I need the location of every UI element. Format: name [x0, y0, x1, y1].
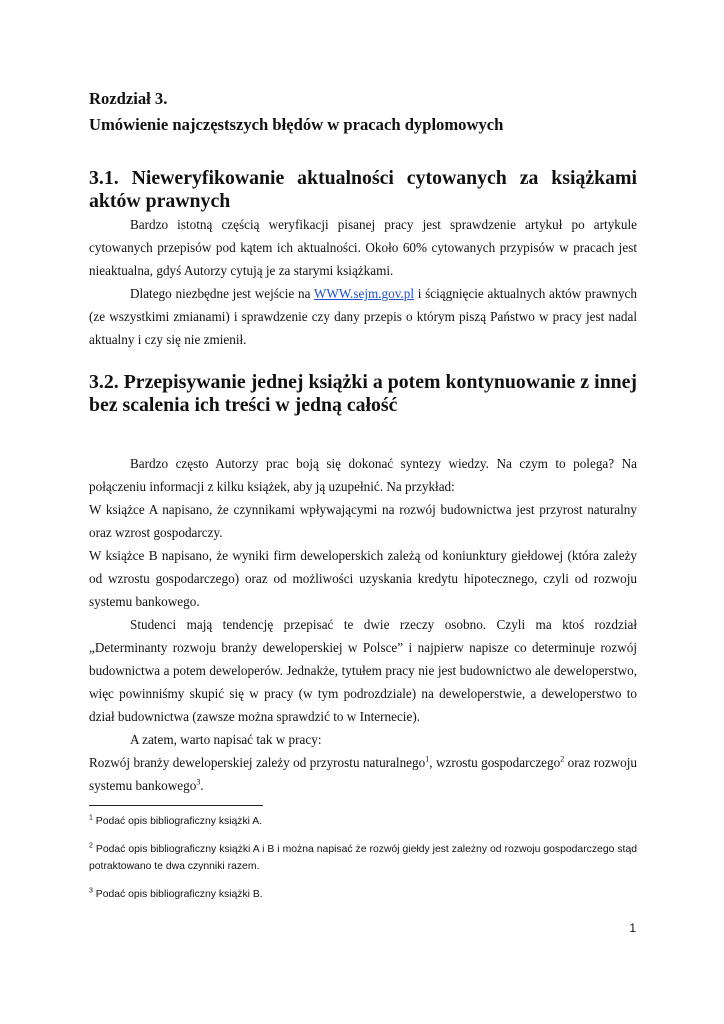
chapter-number: Rozdział 3.: [89, 89, 168, 108]
chapter-title: Umówienie najczęstszych błędów w pracach dyplomowych: [89, 115, 504, 134]
footnote-mark: 2: [89, 842, 93, 850]
paragraph: W książce B napisano, że wyniki firm deweloperskich zależą od koniunktury giełdowej (która zależy od wzrostu gospodarczego) oraz od możliwości uzyskania kredytu hipotecznego, czyli od rozwoju systemu bankowego.: [89, 548, 637, 609]
paragraph-with-footnotes: [89, 751, 637, 797]
footnote-ref[interactable]: 1: [425, 754, 430, 764]
footnote-ref[interactable]: 3: [196, 777, 201, 787]
sejm-link[interactable]: WWW.sejm.gov.pl: [313, 286, 415, 301]
footnote-text: Podać opis bibliograficzny książki B.: [92, 889, 263, 900]
footnote-separator: [89, 805, 263, 806]
paragraph-text: .: [200, 778, 204, 793]
paragraph-text: i ściągnięcie aktualnych aktów prawnych (ze wszystkimi zmianami) i sprawdzenie czy dany przepis o którym piszą Państwo w pracy jest nadal aktualny i czy się nie zmienił.: [89, 286, 638, 347]
paragraph: W książce A napisano, że czynnikami wpływającymi na rozwój budownictwa jest przyrost naturalny oraz wzrost gospodarczy.: [89, 502, 637, 540]
paragraph-link: [89, 282, 637, 351]
paragraph: A zatem, warto napisać tak w pracy:: [130, 732, 322, 747]
footnote: [89, 841, 637, 875]
footnote: [89, 886, 637, 903]
footnote: [89, 813, 637, 830]
footnotes: [89, 813, 637, 914]
section-heading-3-1: 3.1. Nieweryfikowanie aktualności cytowanych za książkami aktów prawnych: [89, 167, 637, 212]
footnote-text: Podać opis bibliograficzny książki A.: [92, 816, 263, 827]
paragraph: Studenci mają tendencję przepisać te dwie rzeczy osobno. Czyli ma ktoś rozdział „Determinanty rozwoju branży deweloperskiej w Polsce” i najpierw napisze co determinuje rozwój budownictwa a potem deweloperów. Jednakże, tytułem pracy nie jest budownictwo ale deweloperstwo, więc powinniśmy skupić się w pracy (w tym podrozdziale) na deweloperstwie, a deweloperstwo to dział budownictwa (zawsze można sprawdzić to w Internecie).: [89, 617, 637, 724]
section-heading-3-2: 3.2. Przepisywanie jednej książki a potem kontynuowanie z innej bez scalenia ich treści w jedną całość: [89, 371, 637, 416]
footnote-text: Podać opis bibliograficzny książki A i B i można napisać że rozwój giełdy jest zależny od rozwoju gospodarczego stąd potraktowano te dwa czynniki razem.: [89, 844, 637, 872]
paragraph-text: Rozwój branży deweloperskiej zależy od przyrostu naturalnego: [89, 755, 426, 770]
footnote-mark: 3: [89, 887, 93, 895]
paragraph-text: Dlatego niezbędne jest wejście na: [130, 286, 314, 301]
page-number: 1: [629, 921, 636, 935]
paragraph-text: oraz rozwoju systemu bankowego: [89, 755, 637, 793]
footnote-ref[interactable]: 2: [560, 754, 565, 764]
paragraph: Bardzo często Autorzy prac boją się dokonać syntezy wiedzy. Na czym to polega? Na połączeniu informacji z kilku książek, aby ją uzupełnić. Na przykład:: [89, 456, 637, 494]
paragraph: Bardzo istotną częścią weryfikacji pisanej pracy jest sprawdzenie artykuł po artykule cytowanych przepisów pod kątem ich aktualności. Około 60% cytowanych przypisów w pracach jest nieaktualna, gdyś Autorzy cytują je za starymi książkami.: [89, 217, 637, 278]
footnote-mark: 1: [89, 814, 93, 822]
paragraph-text: , wzrostu gospodarczego: [429, 755, 561, 770]
